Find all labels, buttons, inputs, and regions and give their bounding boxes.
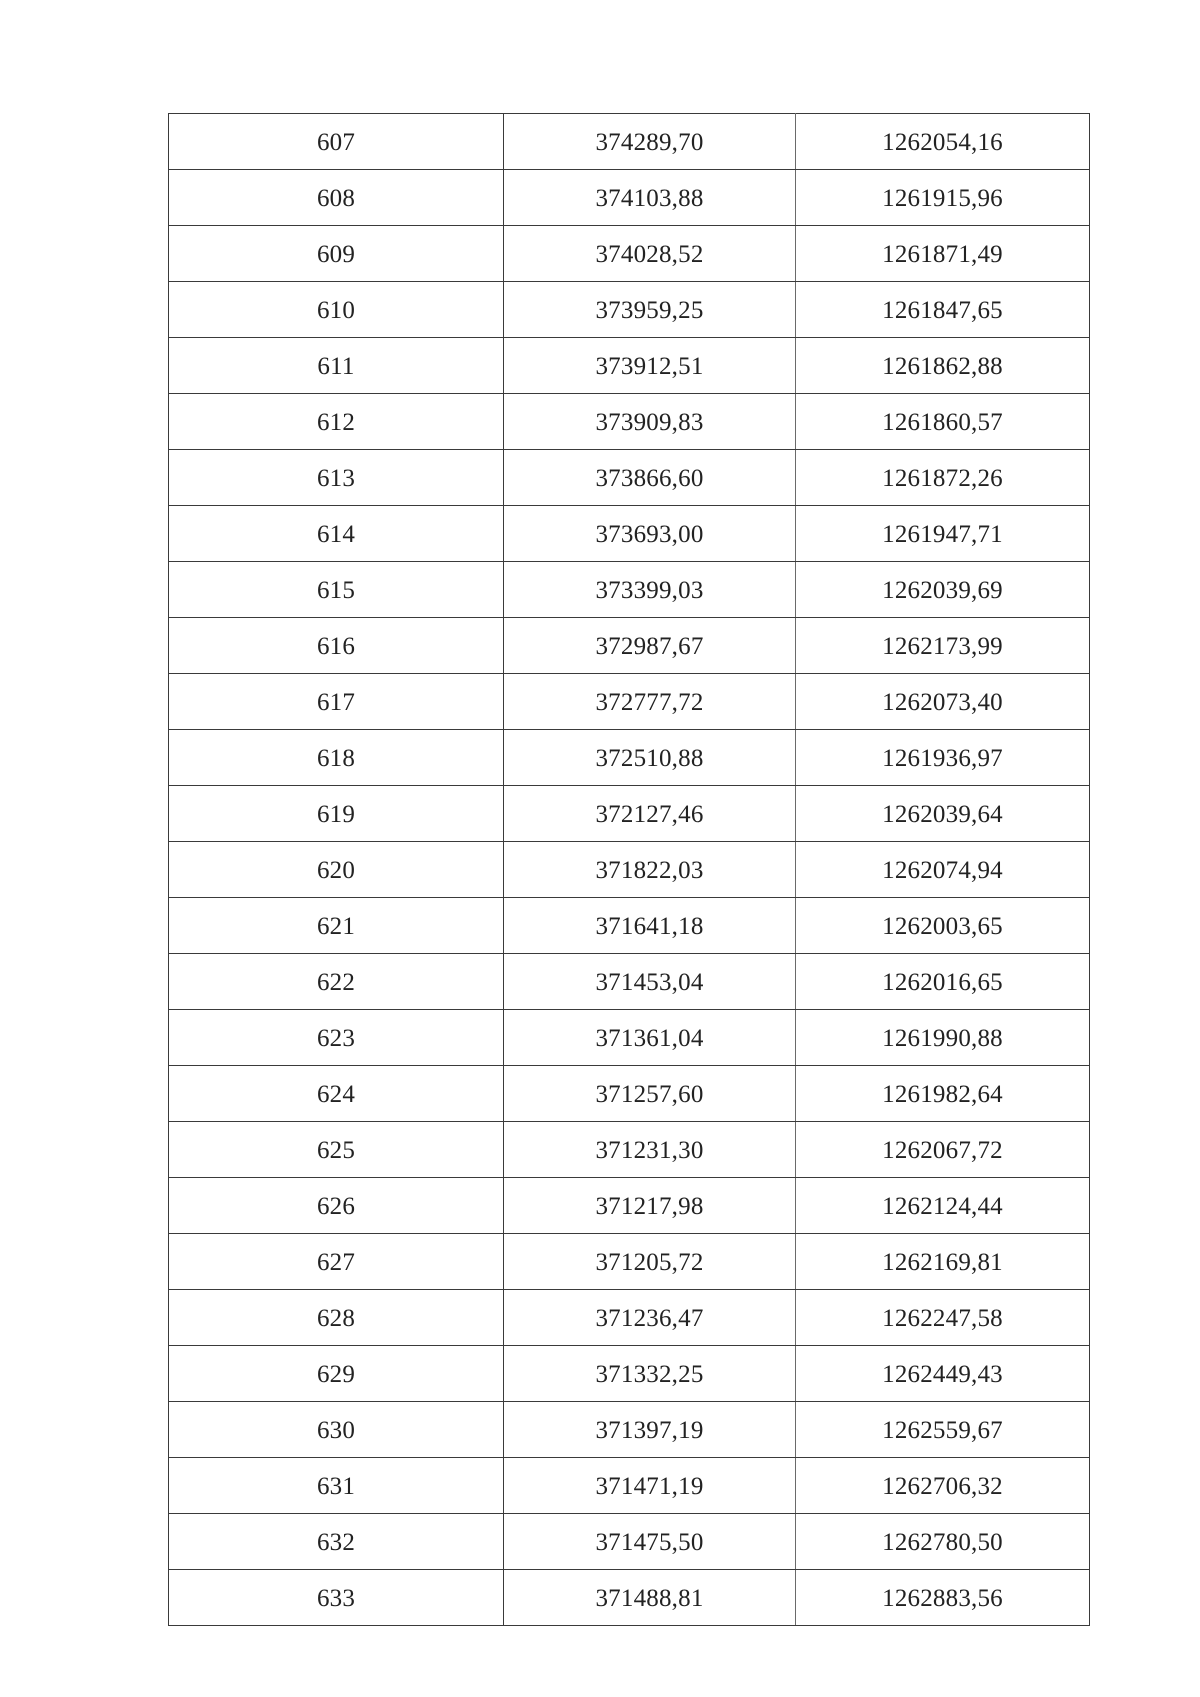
y-coordinate-cell: 1261915,96 [796, 170, 1090, 226]
y-coordinate-cell: 1261860,57 [796, 394, 1090, 450]
x-coordinate-cell: 371257,60 [504, 1066, 796, 1122]
x-coordinate-cell: 371488,81 [504, 1570, 796, 1626]
x-coordinate-cell: 371397,19 [504, 1402, 796, 1458]
coordinates-table-body [169, 114, 1090, 1626]
x-coordinate-cell: 373912,51 [504, 338, 796, 394]
table-row [169, 1178, 1090, 1234]
point-number-cell: 618 [169, 730, 504, 786]
y-coordinate-cell: 1262780,50 [796, 1514, 1090, 1570]
point-number-cell: 610 [169, 282, 504, 338]
point-number-cell: 624 [169, 1066, 504, 1122]
point-number-cell: 619 [169, 786, 504, 842]
table-row [169, 562, 1090, 618]
coordinates-table [168, 113, 1090, 1626]
point-number-cell: 629 [169, 1346, 504, 1402]
y-coordinate-cell: 1262169,81 [796, 1234, 1090, 1290]
table-row [169, 730, 1090, 786]
y-coordinate-cell: 1262247,58 [796, 1290, 1090, 1346]
y-coordinate-cell: 1261982,64 [796, 1066, 1090, 1122]
table-row [169, 786, 1090, 842]
point-number-cell: 611 [169, 338, 504, 394]
y-coordinate-cell: 1262883,56 [796, 1570, 1090, 1626]
x-coordinate-cell: 371217,98 [504, 1178, 796, 1234]
point-number-cell: 626 [169, 1178, 504, 1234]
x-coordinate-cell: 374103,88 [504, 170, 796, 226]
table-row [169, 1290, 1090, 1346]
point-number-cell: 620 [169, 842, 504, 898]
point-number-cell: 628 [169, 1290, 504, 1346]
point-number-cell: 608 [169, 170, 504, 226]
table-row [169, 1234, 1090, 1290]
table-row [169, 1570, 1090, 1626]
y-coordinate-cell: 1262039,64 [796, 786, 1090, 842]
x-coordinate-cell: 371332,25 [504, 1346, 796, 1402]
y-coordinate-cell: 1262016,65 [796, 954, 1090, 1010]
x-coordinate-cell: 372127,46 [504, 786, 796, 842]
point-number-cell: 633 [169, 1570, 504, 1626]
table-row [169, 618, 1090, 674]
y-coordinate-cell: 1262124,44 [796, 1178, 1090, 1234]
y-coordinate-cell: 1262173,99 [796, 618, 1090, 674]
table-row [169, 450, 1090, 506]
y-coordinate-cell: 1261847,65 [796, 282, 1090, 338]
table-row [169, 114, 1090, 170]
x-coordinate-cell: 371205,72 [504, 1234, 796, 1290]
point-number-cell: 612 [169, 394, 504, 450]
point-number-cell: 631 [169, 1458, 504, 1514]
x-coordinate-cell: 373959,25 [504, 282, 796, 338]
table-row [169, 1402, 1090, 1458]
table-row [169, 1066, 1090, 1122]
y-coordinate-cell: 1262559,67 [796, 1402, 1090, 1458]
table-row [169, 1010, 1090, 1066]
x-coordinate-cell: 373399,03 [504, 562, 796, 618]
table-row [169, 954, 1090, 1010]
x-coordinate-cell: 371236,47 [504, 1290, 796, 1346]
y-coordinate-cell: 1261936,97 [796, 730, 1090, 786]
table-row [169, 226, 1090, 282]
x-coordinate-cell: 371471,19 [504, 1458, 796, 1514]
table-row [169, 170, 1090, 226]
point-number-cell: 623 [169, 1010, 504, 1066]
table-row [169, 1514, 1090, 1570]
x-coordinate-cell: 373866,60 [504, 450, 796, 506]
point-number-cell: 616 [169, 618, 504, 674]
table-row [169, 674, 1090, 730]
x-coordinate-cell: 374289,70 [504, 114, 796, 170]
x-coordinate-cell: 371453,04 [504, 954, 796, 1010]
point-number-cell: 614 [169, 506, 504, 562]
y-coordinate-cell: 1261872,26 [796, 450, 1090, 506]
y-coordinate-cell: 1262449,43 [796, 1346, 1090, 1402]
point-number-cell: 617 [169, 674, 504, 730]
table-row [169, 506, 1090, 562]
x-coordinate-cell: 371475,50 [504, 1514, 796, 1570]
table-row [169, 282, 1090, 338]
point-number-cell: 615 [169, 562, 504, 618]
x-coordinate-cell: 372987,67 [504, 618, 796, 674]
x-coordinate-cell: 371361,04 [504, 1010, 796, 1066]
table-row [169, 842, 1090, 898]
table-row [169, 1122, 1090, 1178]
y-coordinate-cell: 1262003,65 [796, 898, 1090, 954]
x-coordinate-cell: 372777,72 [504, 674, 796, 730]
y-coordinate-cell: 1261871,49 [796, 226, 1090, 282]
table-row [169, 898, 1090, 954]
x-coordinate-cell: 371231,30 [504, 1122, 796, 1178]
point-number-cell: 632 [169, 1514, 504, 1570]
y-coordinate-cell: 1262039,69 [796, 562, 1090, 618]
y-coordinate-cell: 1261862,88 [796, 338, 1090, 394]
point-number-cell: 630 [169, 1402, 504, 1458]
point-number-cell: 621 [169, 898, 504, 954]
x-coordinate-cell: 371641,18 [504, 898, 796, 954]
y-coordinate-cell: 1262073,40 [796, 674, 1090, 730]
table-row [169, 338, 1090, 394]
point-number-cell: 627 [169, 1234, 504, 1290]
x-coordinate-cell: 371822,03 [504, 842, 796, 898]
table-row [169, 394, 1090, 450]
x-coordinate-cell: 373909,83 [504, 394, 796, 450]
x-coordinate-cell: 373693,00 [504, 506, 796, 562]
y-coordinate-cell: 1261990,88 [796, 1010, 1090, 1066]
y-coordinate-cell: 1261947,71 [796, 506, 1090, 562]
y-coordinate-cell: 1262067,72 [796, 1122, 1090, 1178]
y-coordinate-cell: 1262054,16 [796, 114, 1090, 170]
x-coordinate-cell: 374028,52 [504, 226, 796, 282]
table-row [169, 1458, 1090, 1514]
point-number-cell: 613 [169, 450, 504, 506]
point-number-cell: 625 [169, 1122, 504, 1178]
table-row [169, 1346, 1090, 1402]
y-coordinate-cell: 1262706,32 [796, 1458, 1090, 1514]
y-coordinate-cell: 1262074,94 [796, 842, 1090, 898]
point-number-cell: 609 [169, 226, 504, 282]
x-coordinate-cell: 372510,88 [504, 730, 796, 786]
point-number-cell: 607 [169, 114, 504, 170]
point-number-cell: 622 [169, 954, 504, 1010]
